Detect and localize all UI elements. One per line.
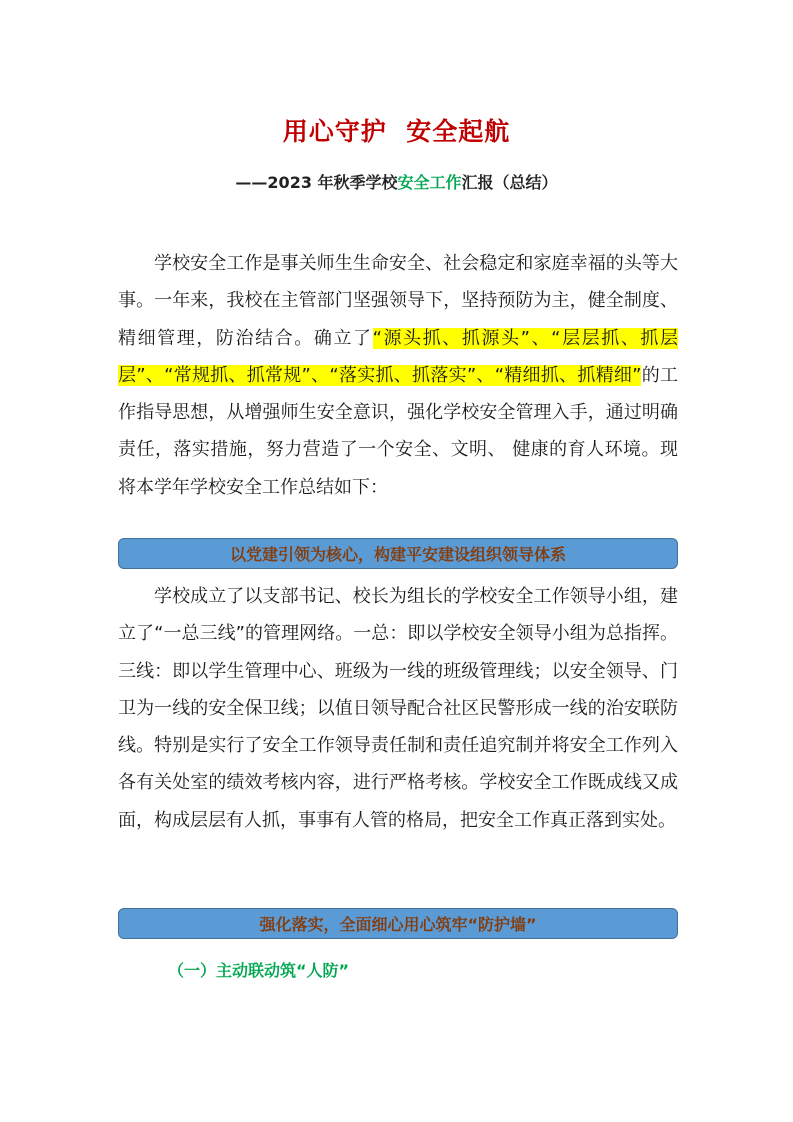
- intro-text-before: 学校安全工作是事关师生生命安全、社会稳定和家庭幸福的头等大事。一年来，我校在主管部门坚强领导下，坚持预防为主，健全制度、精细管理，防治结合。确立了: [118, 253, 678, 349]
- subtitle-suffix: 汇报（总结）: [461, 173, 558, 192]
- section-1-paragraph: 学校成立了以支部书记、校长为组长的学校安全工作领导小组，建立了“一总三线”的管理网络。一总：即以学校安全领导小组为总指挥。三线：即以学生管理中心、班级为一线的班级管理线；以安全领导、门卫为一线的安全保卫线；以值日领导配合社区民警形成一线的治安联防线。特别是实行了安全工作领导责任制和责任追究制并将安全工作列入各有关处室的绩效考核内容，进行严格考核。学校安全工作既成线又成面，构成层层有人抓，事事有人管的格局，把安全工作真正落到实处。: [118, 586, 678, 831]
- intro-paragraph: [118, 245, 678, 506]
- section-heading-1: 以党建引领为核心，构建平安建设组织领导体系: [118, 538, 678, 569]
- section-heading-2: 强化落实，全面细心用心筑牢“防护墙”: [118, 908, 678, 939]
- intro-text-after: 的工作指导思想，从增强师生安全意识，强化学校安全管理入手，通过明确责任，落实措施，努力营造了一个安全、文明、 健康的育人环境。现将本学年学校安全工作总结如下：: [118, 364, 678, 498]
- section-2-subheading: （一）主动联动筑“人防”: [168, 961, 350, 980]
- intro-highlighted-text: “源头抓、抓源头”、“层层抓、抓层层”、“常规抓、抓常规”、“落实抓、抓落实”、“精细抓、抓精细”: [118, 327, 679, 386]
- document-subtitle: [0, 170, 793, 193]
- subtitle-prefix: ——2023 年秋季学校: [235, 173, 398, 192]
- document-title: 用心守护 安全起航: [282, 117, 511, 146]
- subtitle-highlight: 安全工作: [397, 173, 462, 192]
